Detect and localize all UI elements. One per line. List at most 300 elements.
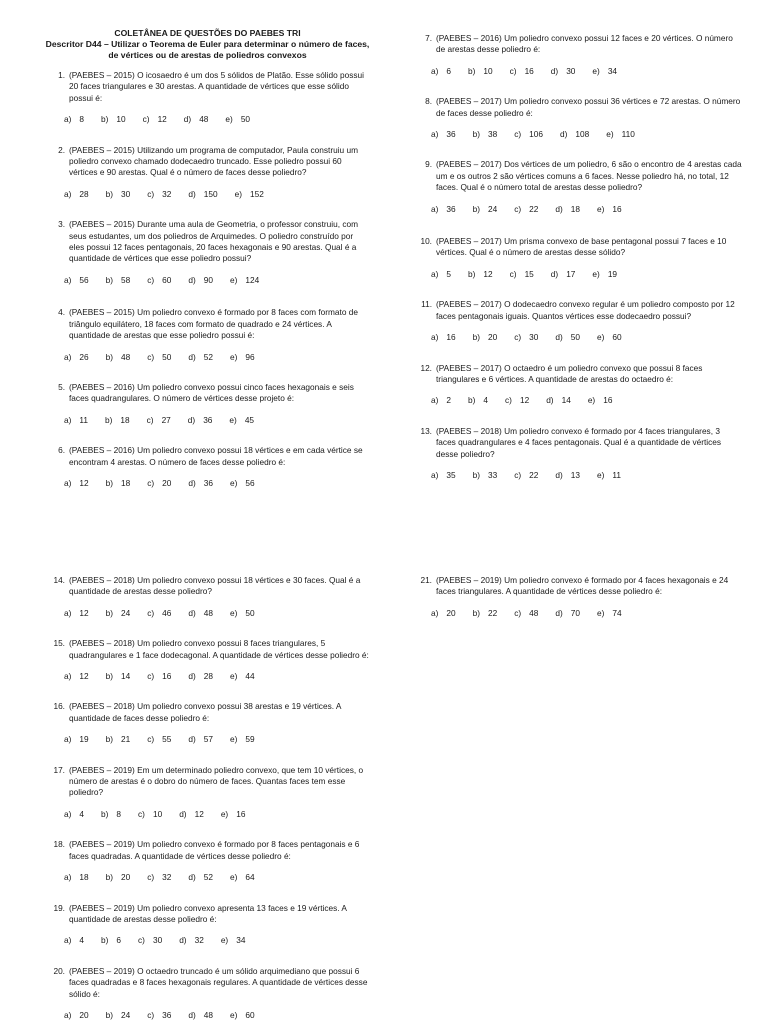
option-letter: a) (431, 65, 439, 76)
option-letter: e) (230, 671, 238, 682)
option-value: 16 (612, 203, 622, 214)
answer-option[interactable] (221, 809, 246, 820)
answer-option[interactable] (106, 189, 131, 200)
option-letter: c) (147, 351, 155, 362)
option-letter: d) (188, 351, 196, 362)
option-value: 18 (121, 477, 131, 488)
answer-option[interactable] (188, 478, 213, 489)
answer-option[interactable] (188, 352, 213, 363)
answer-option[interactable] (230, 872, 255, 883)
option-value: 19 (79, 734, 89, 745)
answer-option[interactable] (147, 189, 171, 200)
question-number: 3. (58, 219, 65, 230)
answer-option[interactable] (101, 114, 126, 125)
answer-option[interactable] (147, 478, 171, 489)
answer-option[interactable] (230, 1010, 255, 1021)
left-column-top (45, 28, 370, 489)
answer-option[interactable] (184, 114, 209, 125)
option-value: 16 (524, 65, 534, 76)
option-value: 12 (79, 477, 89, 488)
answer-option[interactable] (188, 608, 213, 619)
answer-option[interactable] (147, 275, 171, 286)
option-value: 48 (121, 351, 131, 362)
option-value: 20 (488, 332, 498, 343)
question-15 (45, 638, 370, 682)
option-value: 108 (575, 129, 590, 140)
option-letter: b) (105, 351, 114, 362)
question-13 (412, 426, 742, 482)
answer-option[interactable] (106, 671, 131, 682)
option-value: 20 (79, 1009, 89, 1020)
question-7 (412, 33, 742, 77)
answer-option[interactable] (147, 415, 171, 426)
question-14 (45, 575, 370, 619)
answer-option[interactable] (147, 352, 171, 363)
option-value: 16 (236, 808, 246, 819)
answer-option[interactable] (505, 395, 529, 406)
question-text: (PAEBES – 2018) Um poliedro convexo possui 18 vértices e 30 faces. Qual é a quantidade de arestas desse poliedro? (69, 575, 361, 597)
question-text: (PAEBES – 2017) O dodecaedro convexo regular é um poliedro composto por 12 faces pentagonais iguais. Quantos vértices esse dodecaedro possui? (436, 299, 735, 321)
option-letter: a) (64, 872, 72, 883)
option-letter: d) (560, 129, 568, 140)
option-value: 60 (245, 1009, 255, 1020)
option-value: 106 (529, 129, 544, 140)
question-number: 11. (421, 299, 432, 310)
answer-option[interactable] (138, 935, 162, 946)
option-letter: c) (147, 872, 155, 883)
answer-option[interactable] (179, 935, 204, 946)
answer-option[interactable] (588, 395, 613, 406)
answer-options (64, 114, 370, 125)
option-letter: d) (179, 808, 187, 819)
question-number: 1. (58, 70, 65, 80)
right-column-bottom (412, 575, 742, 619)
option-letter: c) (138, 808, 145, 819)
option-value: 12 (79, 671, 89, 682)
answer-option[interactable] (106, 872, 131, 883)
option-letter: a) (64, 477, 72, 488)
option-value: 22 (529, 469, 539, 480)
option-letter: b) (105, 414, 113, 425)
answer-options (64, 275, 370, 286)
option-letter: c) (147, 607, 155, 618)
option-letter: a) (431, 332, 439, 343)
answer-option[interactable] (551, 269, 576, 280)
option-value: 22 (529, 203, 539, 214)
option-value: 38 (488, 129, 498, 140)
question-text: (PAEBES – 2019) Em um determinado poliedro convexo, que tem 10 vértices, o número de arestas é o dobro do número de faces. Quantas faces tem esse poliedro? (69, 764, 364, 798)
option-value: 5 (446, 268, 452, 279)
question-text: (PAEBES – 2015) O icosaedro é um dos 5 sólidos de Platão. Esse sólido possui 20 faces triangulares e 30 arestas. A quantidade de vértices que esse sólido possui é: (69, 70, 365, 103)
option-value: 30 (121, 188, 131, 199)
answer-option[interactable] (106, 734, 131, 745)
option-letter: b) (472, 332, 481, 343)
answer-option[interactable] (473, 608, 498, 619)
option-value: 14 (561, 395, 571, 406)
question-number: 17. (53, 764, 65, 775)
option-letter: e) (230, 477, 238, 488)
answer-option[interactable] (555, 332, 580, 343)
option-letter: b) (105, 872, 114, 883)
option-letter: e) (230, 607, 238, 618)
answer-option[interactable] (64, 734, 89, 745)
option-letter: e) (592, 65, 600, 76)
question-text: (PAEBES – 2019) Um poliedro convexo é formado por 4 faces hexagonais e 24 faces triangulares. A quantidade de vértices desse poliedro é: (436, 575, 729, 597)
option-letter: e) (230, 351, 238, 362)
option-value: 45 (244, 414, 255, 425)
answer-option[interactable] (431, 66, 451, 77)
answer-option[interactable] (431, 395, 451, 406)
option-value: 26 (79, 351, 89, 362)
option-letter: e) (230, 274, 238, 285)
option-value: 90 (203, 274, 214, 285)
option-letter: d) (188, 734, 196, 745)
option-letter: e) (220, 808, 229, 819)
answer-option[interactable] (597, 332, 622, 343)
option-letter: b) (472, 607, 481, 618)
question-20 (45, 966, 370, 1022)
option-letter: c) (514, 332, 522, 343)
option-value: 20 (121, 872, 131, 883)
option-letter: b) (472, 129, 481, 140)
option-letter: e) (597, 203, 605, 214)
answer-option[interactable] (431, 608, 456, 619)
question-text: (PAEBES – 2017) Um prisma convexo de base pentagonal possui 7 faces e 10 vértices. Qual é o número de arestas desse sólido? (436, 236, 727, 258)
answer-option[interactable] (64, 275, 89, 286)
option-value: 12 (79, 607, 89, 618)
option-value: 16 (446, 332, 456, 343)
option-value: 52 (203, 351, 214, 362)
option-value: 22 (488, 607, 498, 618)
answer-option[interactable] (510, 269, 534, 280)
answer-option[interactable] (147, 671, 171, 682)
option-letter: e) (597, 332, 605, 343)
answer-options (431, 395, 742, 406)
option-letter: b) (105, 274, 114, 285)
answer-options (64, 1010, 370, 1021)
answer-option[interactable] (147, 872, 171, 883)
question-text: (PAEBES – 2019) O octaedro truncado é um sólido arquimediano que possui 6 faces quadradas e 8 faces hexagonais regulares. A quantidade de vértices desse sólido é: (69, 965, 368, 999)
option-value: 8 (116, 808, 122, 819)
answer-option[interactable] (64, 478, 89, 489)
question-text: (PAEBES – 2018) Um poliedro convexo é formado por 4 faces triangulares, 3 faces quadrangulares e 4 faces pentagonais. Qual é a quantidade de vértices desse poliedro? (436, 425, 722, 459)
option-letter: a) (431, 469, 439, 480)
answer-option[interactable] (592, 66, 617, 77)
question-text: (PAEBES – 2016) Um poliedro convexo possui 18 vértices e em cada vértice se encontram 4 arestas. O número de faces desse poliedro é: (69, 445, 363, 467)
question-number: 6. (58, 445, 65, 456)
answer-option[interactable] (143, 114, 167, 125)
answer-option[interactable] (106, 275, 131, 286)
option-letter: b) (105, 188, 114, 199)
option-value: 4 (79, 808, 85, 819)
option-letter: b) (105, 734, 114, 745)
answer-options (64, 671, 370, 682)
answer-option[interactable] (64, 1010, 89, 1021)
question-number: 19. (53, 902, 65, 913)
option-letter: a) (431, 203, 439, 214)
question-text: (PAEBES – 2018) Um poliedro convexo possui 8 faces triangulares, 5 quadrangulares e 1 face dodecagonal. A quantidade de vértices desse poliedro é: (69, 638, 369, 660)
option-value: 10 (116, 114, 126, 125)
option-letter: c) (147, 734, 155, 745)
option-value: 19 (607, 268, 618, 279)
question-number: 15. (53, 638, 65, 649)
option-letter: c) (514, 203, 522, 214)
question-number: 13. (420, 425, 432, 436)
answer-option[interactable] (105, 415, 130, 426)
question-19 (45, 903, 370, 947)
question-9 (412, 159, 742, 215)
header-descriptor: Descritor D44 – Utilizar o Teorema de Euler para determinar o número de faces, (45, 39, 370, 49)
option-letter: e) (230, 872, 238, 883)
option-value: 11 (612, 469, 622, 480)
option-value: 24 (121, 607, 131, 618)
question-4 (45, 307, 370, 363)
option-value: 32 (162, 872, 172, 883)
answer-option[interactable] (101, 809, 121, 820)
answer-option[interactable] (468, 395, 488, 406)
option-letter: d) (183, 114, 192, 125)
option-value: 124 (245, 274, 260, 285)
question-16 (45, 701, 370, 745)
question-text: (PAEBES – 2018) Um poliedro convexo possui 38 arestas e 19 vértices. A quantidade de faces desse poliedro é: (69, 701, 341, 723)
question-number: 2. (58, 144, 65, 155)
answer-option[interactable] (230, 608, 255, 619)
answer-option[interactable] (514, 470, 538, 481)
answer-options (431, 129, 742, 140)
option-letter: e) (230, 734, 238, 745)
answer-options (64, 415, 370, 426)
option-value: 48 (199, 114, 209, 125)
answer-option[interactable] (597, 470, 621, 481)
answer-option[interactable] (188, 671, 213, 682)
answer-option[interactable] (230, 352, 255, 363)
answer-option[interactable] (188, 872, 213, 883)
question-3 (45, 219, 370, 286)
option-letter: d) (555, 332, 563, 343)
answer-options (431, 332, 742, 343)
option-value: 10 (152, 808, 163, 819)
option-letter: d) (188, 188, 196, 199)
question-text: (PAEBES – 2017) Dos vértices de um poliedro, 6 são o encontro de 4 arestas cada um e os outros 2 são vértices comuns a 6 faces. Nesse poliedro há, no total, 12 faces. Qual é o número total de arestas desse poliedro? (436, 159, 742, 193)
answer-option[interactable] (597, 608, 622, 619)
answer-option[interactable] (106, 608, 131, 619)
option-value: 60 (612, 332, 622, 343)
question-text: (PAEBES – 2017) Um poliedro convexo possui 36 vértices e 72 arestas. O número de faces desse poliedro é: (436, 96, 741, 118)
option-value: 10 (483, 65, 493, 76)
answer-option[interactable] (230, 734, 255, 745)
answer-option[interactable] (514, 204, 538, 215)
answer-option[interactable] (431, 332, 456, 343)
option-letter: c) (514, 129, 522, 140)
answer-option[interactable] (551, 66, 576, 77)
answer-options (64, 935, 370, 946)
question-17 (45, 765, 370, 821)
option-letter: a) (64, 1009, 72, 1020)
question-text: (PAEBES – 2016) Um poliedro convexo possui 12 faces e 20 vértices. O número de arestas desse poliedro é: (436, 33, 733, 55)
answer-option[interactable] (235, 189, 264, 200)
answer-option[interactable] (473, 204, 498, 215)
question-10 (412, 236, 742, 280)
option-value: 12 (157, 114, 167, 125)
answer-option[interactable] (514, 608, 538, 619)
option-value: 34 (607, 65, 618, 76)
answer-option[interactable] (560, 129, 589, 140)
answer-option[interactable] (188, 275, 213, 286)
answer-option[interactable] (188, 1010, 213, 1021)
answer-option[interactable] (64, 671, 89, 682)
answer-option[interactable] (221, 935, 246, 946)
question-number: 18. (53, 839, 65, 850)
option-letter: a) (64, 274, 72, 285)
answer-option[interactable] (230, 478, 255, 489)
option-letter: e) (597, 607, 605, 618)
option-letter: a) (64, 671, 72, 682)
answer-options (431, 66, 742, 77)
option-value: 48 (203, 607, 214, 618)
option-value: 30 (566, 65, 576, 76)
answer-options (431, 608, 742, 619)
option-value: 36 (446, 129, 456, 140)
answer-option[interactable] (188, 734, 213, 745)
answer-option[interactable] (230, 275, 259, 286)
option-letter: e) (587, 395, 596, 406)
answer-option[interactable] (138, 809, 162, 820)
answer-option[interactable] (468, 269, 493, 280)
answer-option[interactable] (64, 872, 89, 883)
option-value: 18 (120, 414, 130, 425)
option-value: 60 (162, 274, 172, 285)
answer-option[interactable] (101, 935, 121, 946)
answer-option[interactable] (514, 332, 538, 343)
answer-option[interactable] (147, 608, 171, 619)
answer-option[interactable] (546, 395, 571, 406)
question-number: 4. (58, 307, 65, 318)
option-value: 36 (162, 1009, 172, 1020)
answer-option[interactable] (64, 189, 89, 200)
option-letter: d) (550, 65, 559, 76)
option-value: 46 (162, 607, 172, 618)
answer-option[interactable] (473, 332, 498, 343)
answer-option[interactable] (431, 204, 456, 215)
option-value: 2 (446, 395, 452, 406)
answer-option[interactable] (64, 809, 84, 820)
answer-option[interactable] (64, 415, 88, 426)
option-value: 8 (79, 114, 85, 125)
option-value: 13 (570, 469, 581, 480)
answer-option[interactable] (555, 608, 580, 619)
option-value: 4 (79, 935, 85, 946)
question-6 (45, 445, 370, 489)
option-value: 48 (203, 1009, 214, 1020)
option-letter: e) (230, 1009, 238, 1020)
answer-option[interactable] (510, 66, 534, 77)
answer-option[interactable] (514, 129, 543, 140)
option-value: 11 (79, 414, 89, 425)
option-value: 50 (245, 607, 255, 618)
answer-option[interactable] (179, 809, 204, 820)
question-number: 21. (420, 575, 432, 585)
answer-option[interactable] (106, 352, 131, 363)
answer-option[interactable] (225, 114, 250, 125)
option-value: 30 (152, 935, 163, 946)
answer-option[interactable] (473, 129, 498, 140)
option-letter: d) (546, 395, 554, 406)
option-value: 152 (250, 188, 264, 199)
answer-options (431, 204, 742, 215)
option-letter: b) (105, 1009, 114, 1020)
answer-option[interactable] (555, 204, 580, 215)
option-value: 96 (245, 351, 255, 362)
option-letter: d) (555, 607, 563, 618)
question-text: (PAEBES – 2019) Um poliedro convexo apresenta 13 faces e 19 vértices. A quantidade de arestas desse poliedro é: (69, 902, 347, 924)
option-letter: b) (105, 477, 114, 488)
answer-option[interactable] (188, 415, 213, 426)
option-letter: b) (468, 65, 476, 76)
question-text: (PAEBES – 2015) Um poliedro convexo é formado por 8 faces com formato de triângulo equilátero, 18 faces com formato de quadrado e 24 vértices. A quantidade de arestas que esse poliedro possui é: (69, 307, 358, 341)
answer-option[interactable] (230, 671, 255, 682)
answer-option[interactable] (64, 608, 89, 619)
option-letter: d) (179, 935, 187, 946)
option-letter: a) (64, 808, 72, 819)
answer-options (431, 269, 742, 280)
answer-option[interactable] (64, 935, 84, 946)
left-column-bottom (45, 575, 370, 1021)
option-letter: a) (64, 734, 72, 745)
answer-option[interactable] (431, 129, 456, 140)
question-11 (412, 299, 742, 343)
option-value: 24 (121, 1009, 131, 1020)
answer-option[interactable] (606, 129, 635, 140)
option-letter: d) (555, 469, 563, 480)
option-value: 74 (612, 607, 622, 618)
question-1 (45, 70, 370, 126)
option-letter: b) (472, 469, 481, 480)
question-number: 8. (425, 96, 432, 107)
answer-option[interactable] (468, 66, 493, 77)
option-letter: a) (64, 351, 72, 362)
answer-option[interactable] (106, 1010, 131, 1021)
answer-option[interactable] (147, 734, 171, 745)
answer-option[interactable] (597, 204, 622, 215)
header-title: COLETÂNEA DE QUESTÕES DO PAEBES TRI (114, 28, 301, 38)
answer-option[interactable] (592, 269, 617, 280)
option-letter: a) (431, 129, 439, 140)
answer-option[interactable] (64, 114, 84, 125)
answer-option[interactable] (473, 470, 498, 481)
option-value: 27 (161, 414, 171, 425)
answer-option[interactable] (188, 189, 217, 200)
option-letter: d) (555, 203, 563, 214)
question-text: (PAEBES – 2017) O octaedro é um poliedro convexo que possui 8 faces triangulares e 6 vértices. A quantidade de arestas do octaedro é: (436, 362, 703, 384)
answer-option[interactable] (431, 470, 456, 481)
question-text: (PAEBES – 2019) Um poliedro convexo é formado por 8 faces pentagonais e 6 faces quadradas. A quantidade de vértices desse poliedro é: (69, 839, 360, 861)
answer-option[interactable] (64, 352, 89, 363)
question-2 (45, 145, 370, 201)
option-value: 20 (162, 477, 172, 488)
answer-option[interactable] (106, 478, 131, 489)
option-value: 70 (570, 607, 581, 618)
option-letter: a) (431, 395, 439, 406)
answer-option[interactable] (147, 1010, 171, 1021)
answer-option[interactable] (431, 269, 451, 280)
option-value: 59 (245, 734, 255, 745)
option-letter: e) (606, 129, 614, 140)
option-letter: a) (431, 268, 439, 279)
option-value: 56 (79, 274, 89, 285)
option-letter: b) (101, 808, 109, 819)
answer-option[interactable] (229, 415, 254, 426)
answer-option[interactable] (555, 470, 580, 481)
